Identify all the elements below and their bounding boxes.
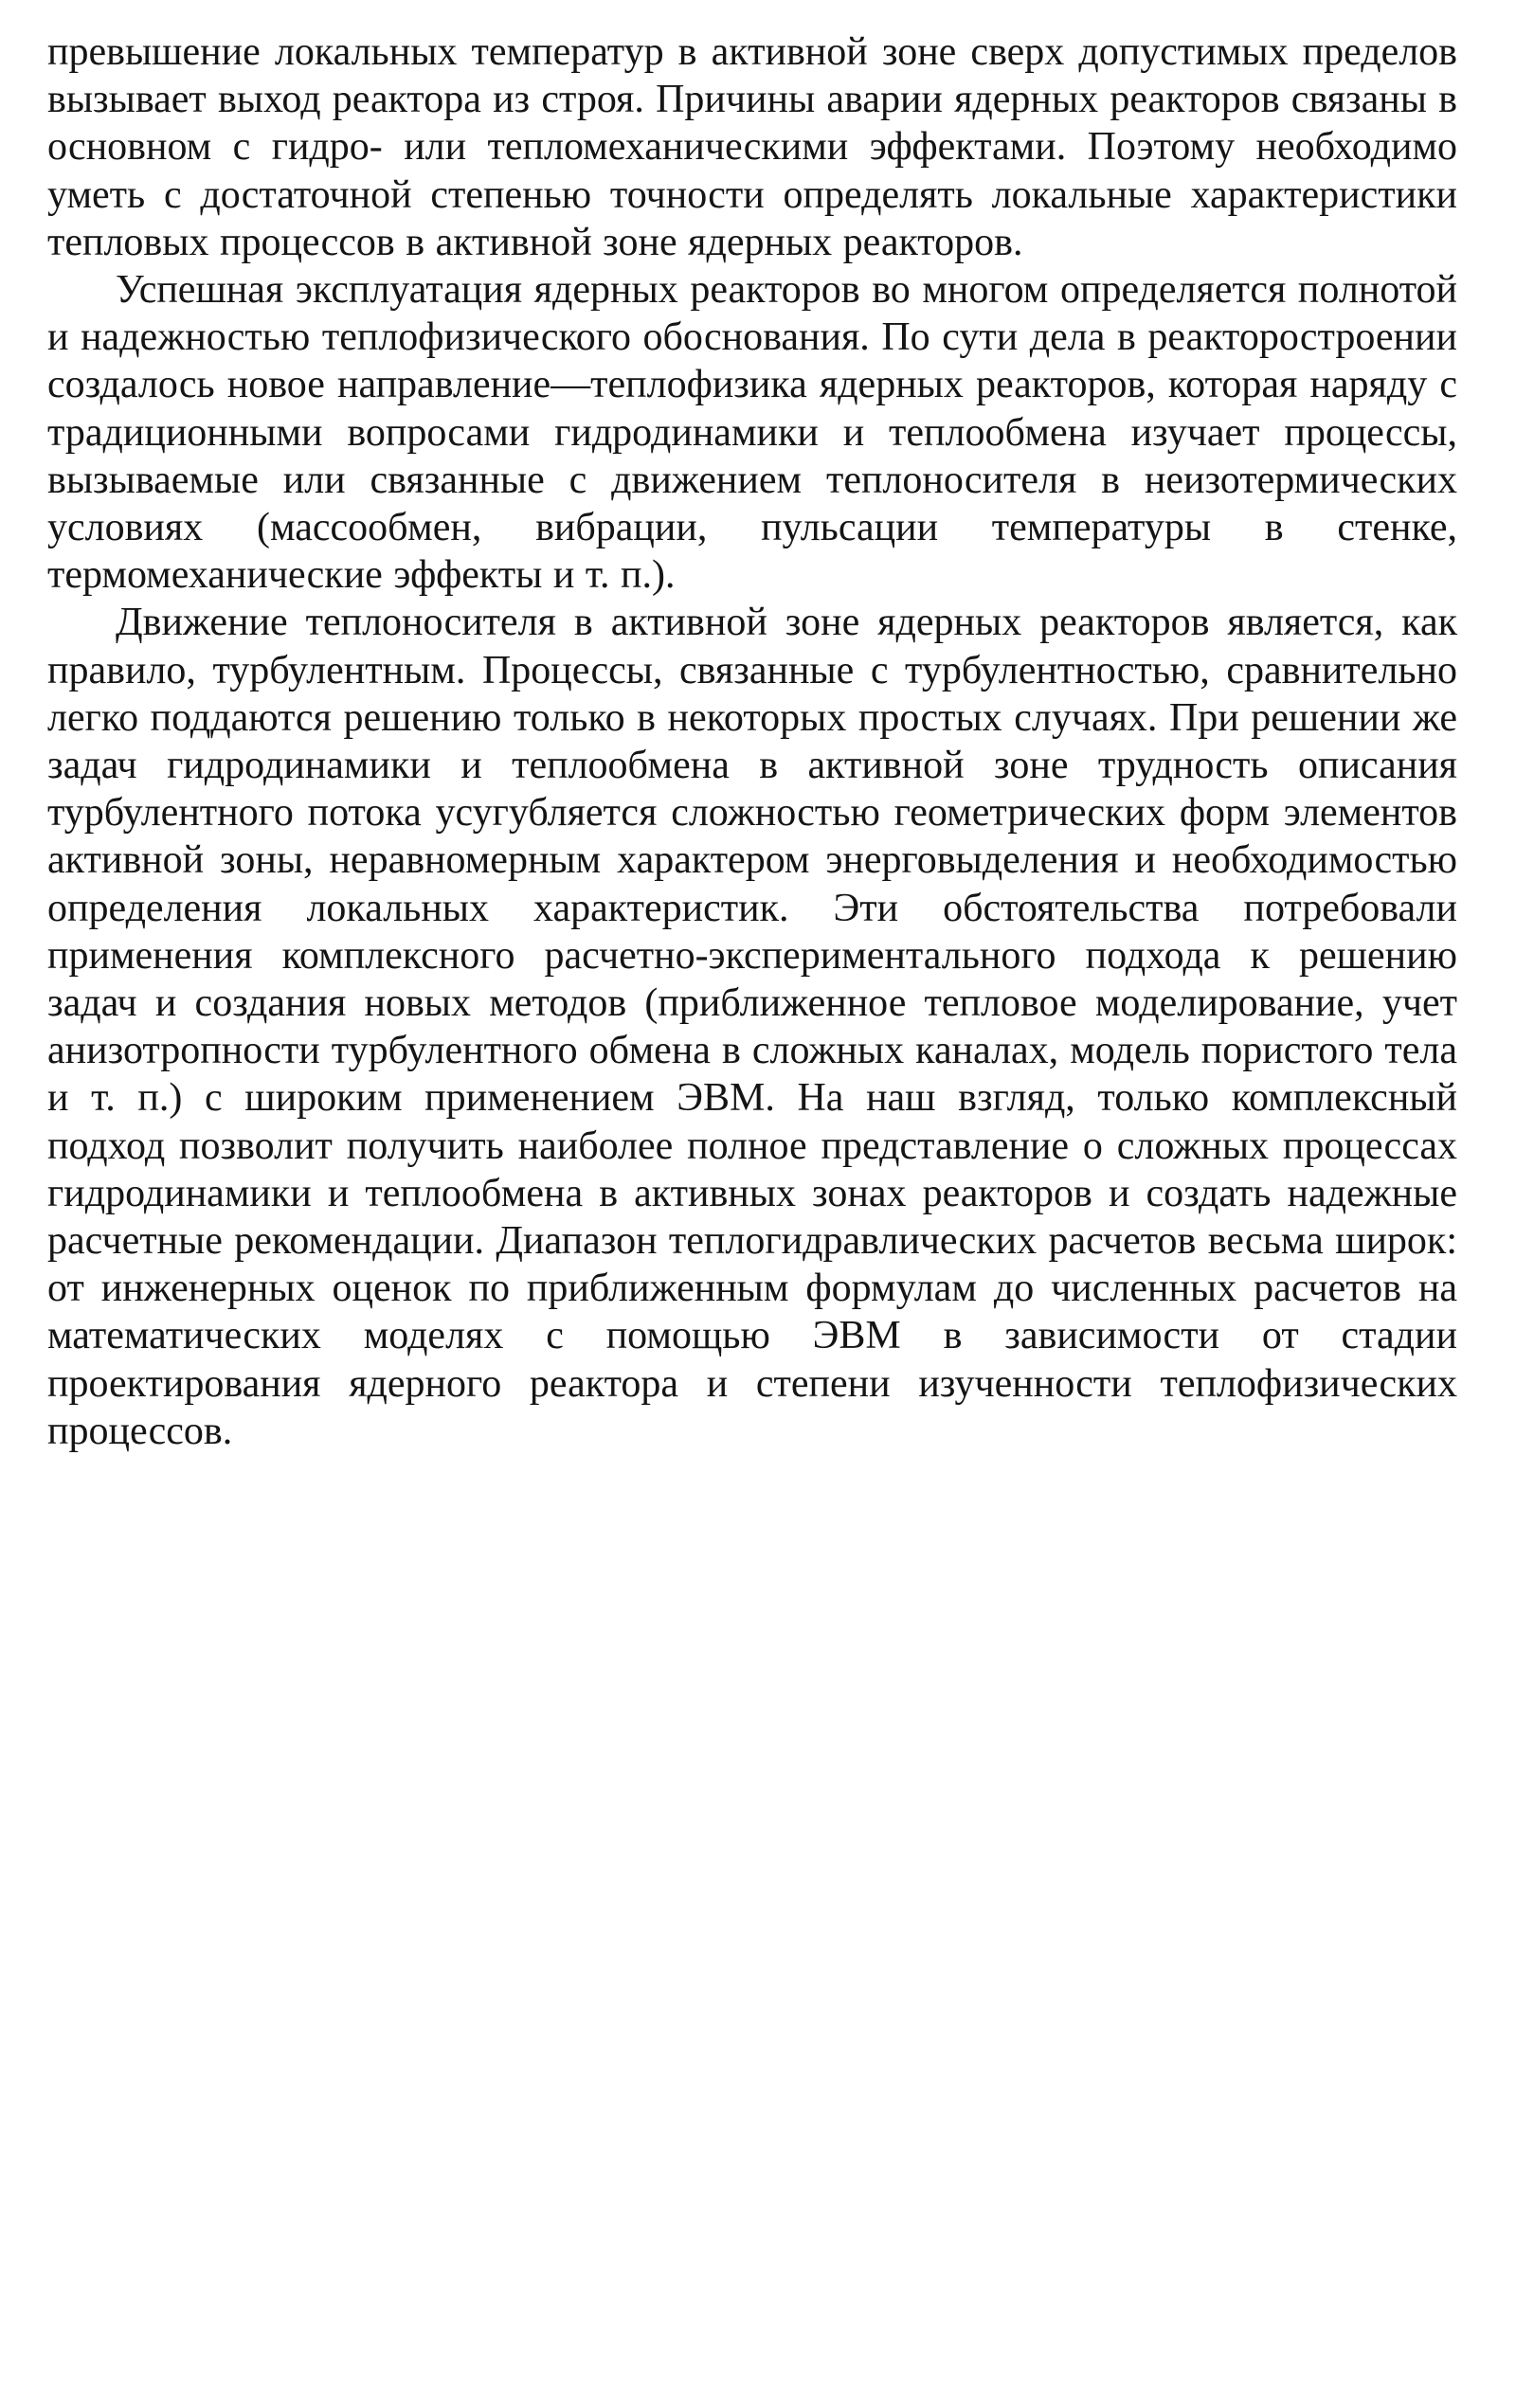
paragraph-continuation: превышение локальных температур в активной зоне сверх допустимых пределов вызывает выход реактора из строя. Причины аварии ядерных реакторов связаны в основном с гидро- или тепломеханическими эффектами. Поэтому необходимо уметь с достаточной степенью точности определять локальные характеристики тепловых процессов в активной зоне ядерных реакторов. (47, 30, 1457, 264)
document-page (47, 28, 1457, 1455)
paragraph-coolant-flow: Движение теплоносителя в активной зоне ядерных реакторов является, как правило, турбулентным. Процессы, связанные с турбулентностью, сравнительно легко поддаются решению только в некоторых простых случаях. При решении же задач гидродинамики и теплообмена в активной зоне трудность описания турбулентного потока усугубляется сложностью геометрических форм элементов активной зоны, неравномерным характером энерговыделения и необходимостью определения локальных характеристик. Эти обстоятельства потребовали применения комплексного расчетно-экспериментального подхода к решению задач и создания новых методов (приближенное тепловое моделирование, учет анизотропности турбулентного обмена в сложных каналах, модель пористого тела и т. п.) с широким применением ЭВМ. На наш взгляд, только комплексный подход позволит получить наиболее полное представление о сложных процессах гидродинамики и теплообмена в активных зонах реакторов и создать надежные расчетные рекомендации. Диапазон теплогидравлических расчетов весьма широк: от инженерных оценок по приближенным формулам до численных расчетов на математических моделях с помощью ЭВМ в зависимости от стадии проектирования ядерного реактора и степени изученности теплофизических процессов. (47, 601, 1457, 1453)
paragraph-reactor-operation: Успешная эксплуатация ядерных реакторов во многом определяется полнотой и надежностью теплофизического обоснования. По сути дела в реакторостроении создалось новое направление—теплофизика ядерных реакторов, которая наряду с традиционными вопросами гидродинамики и теплообмена изучает процессы, вызываемые или связанные с движением теплоносителя в неизотермических условиях (массообмен, вибрации, пульсации температуры в стенке, термомеханические эффекты и т. п.). (47, 268, 1457, 598)
